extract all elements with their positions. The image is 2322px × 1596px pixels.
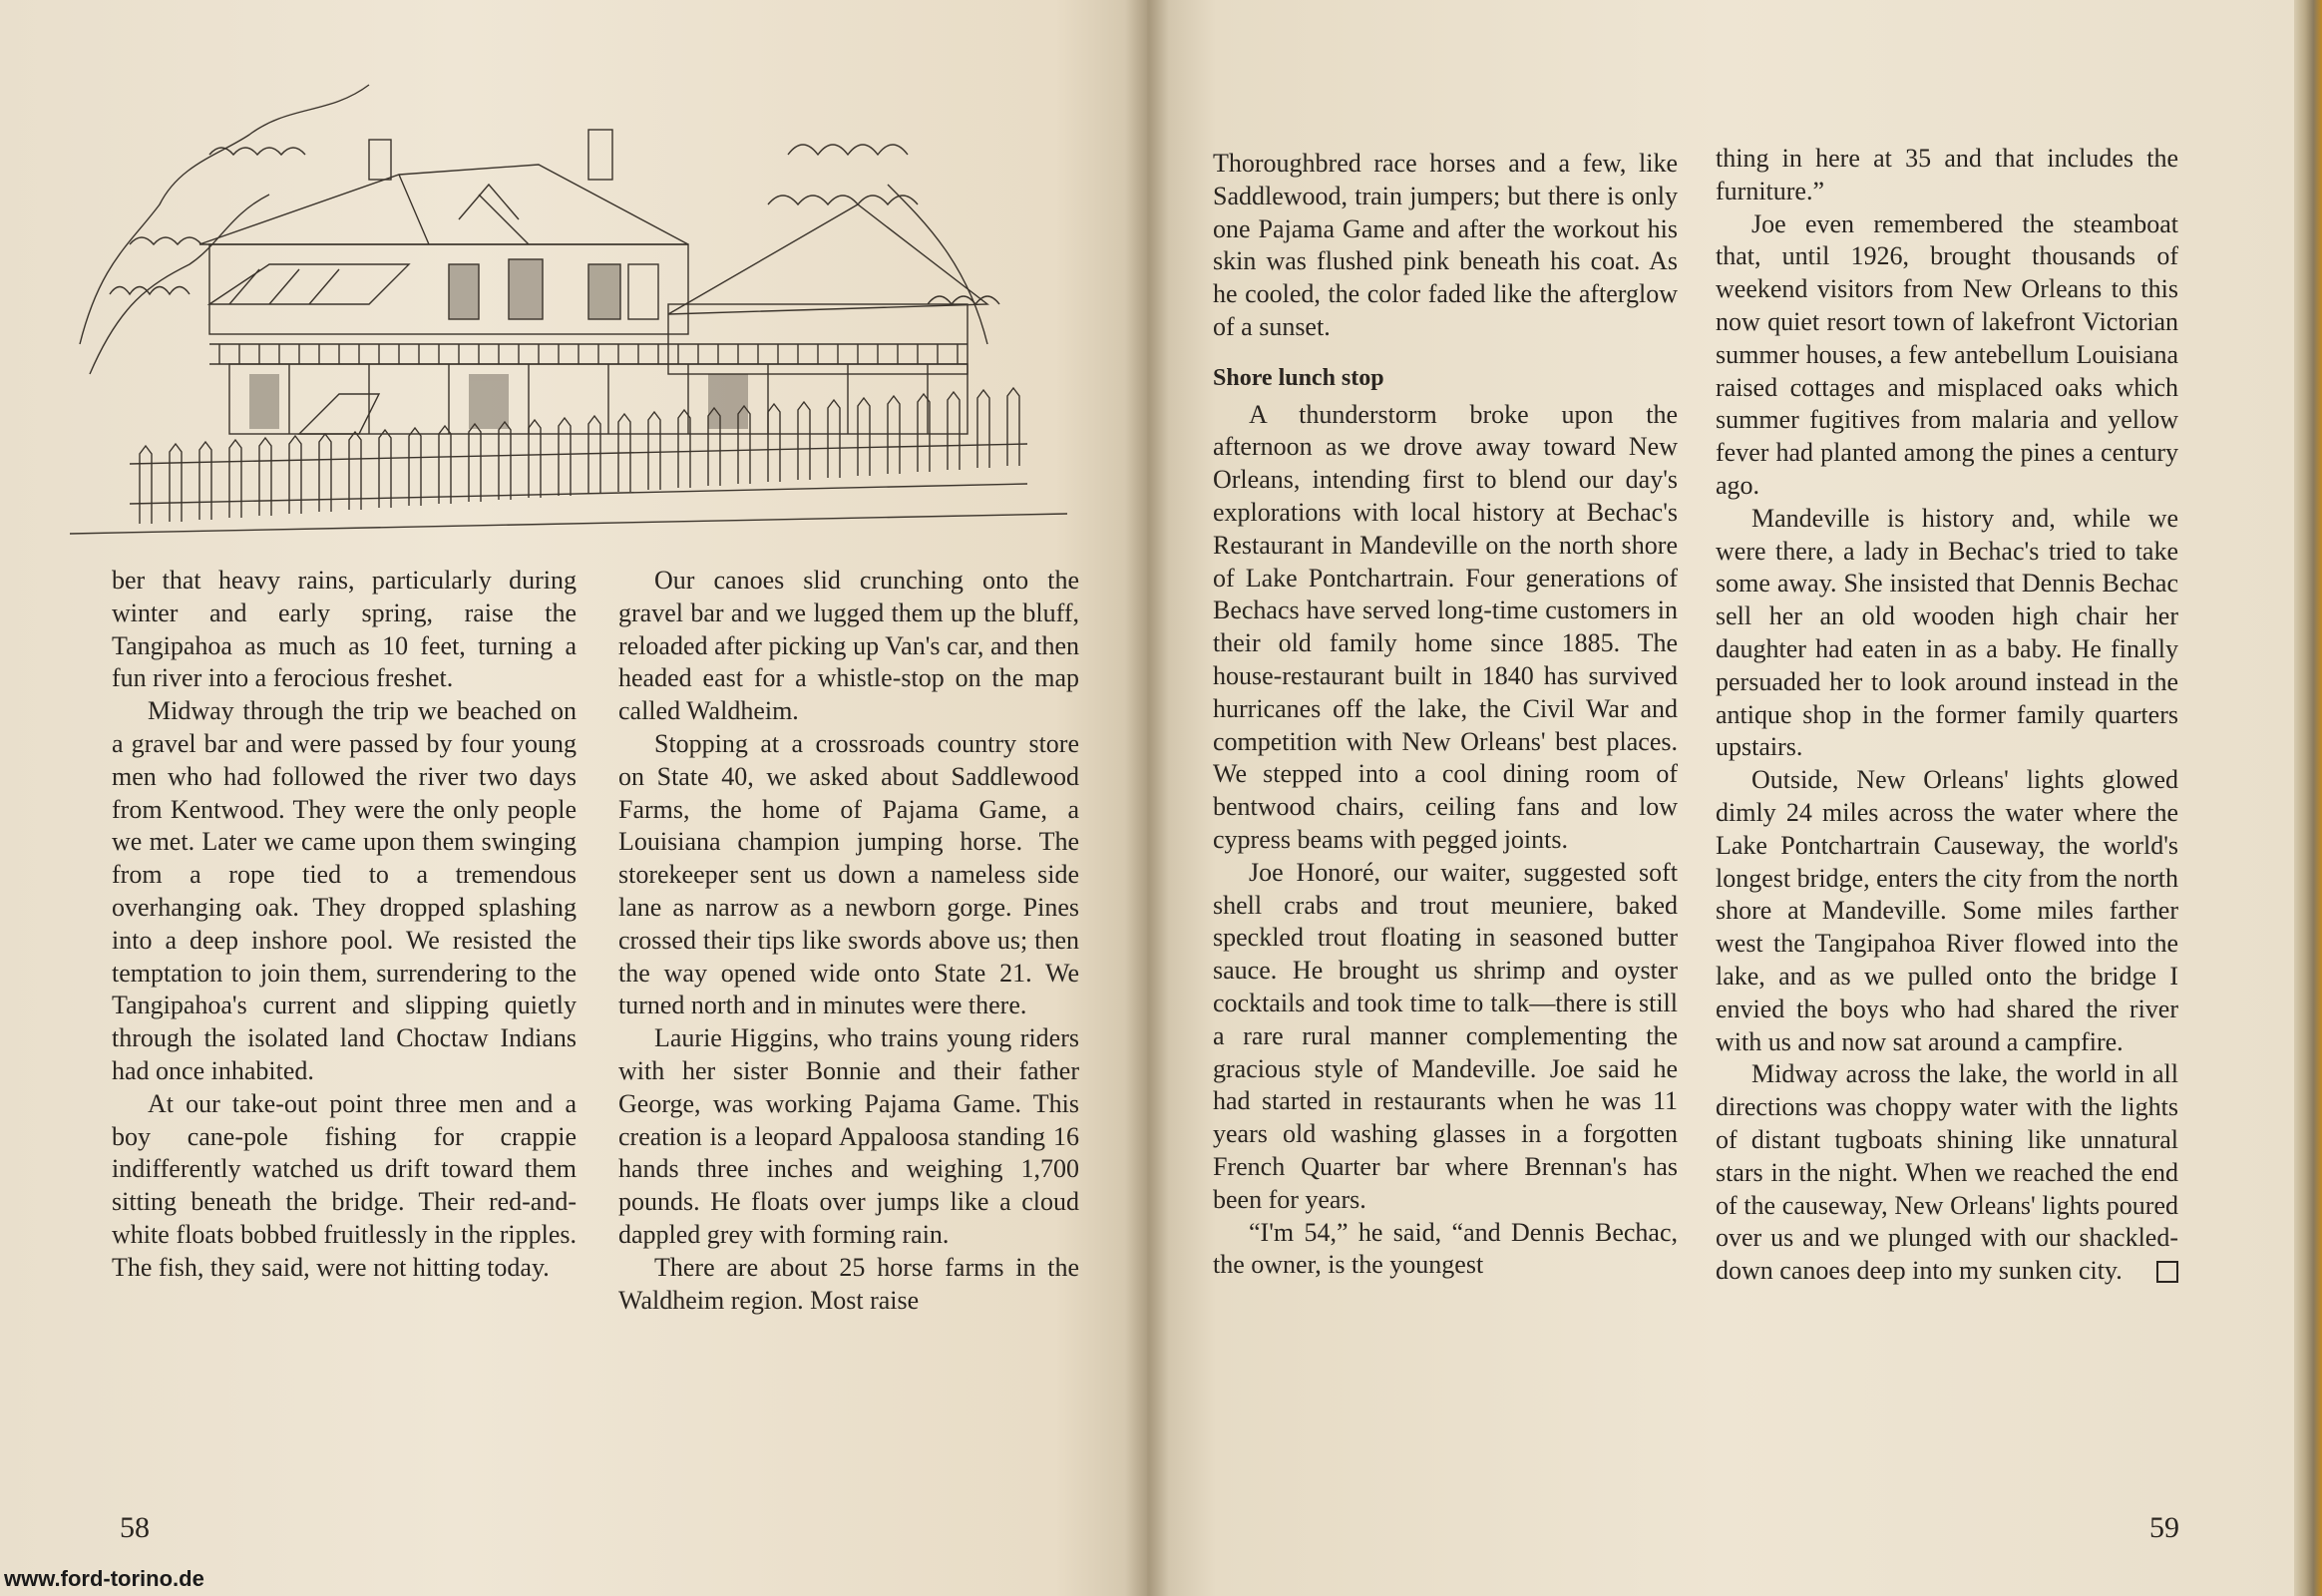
paragraph: “I'm 54,” he said, “and Dennis Bechac, the owner, is the youngest bbox=[1213, 1217, 1678, 1280]
paragraph: Joe Honoré, our waiter, suggested soft shell crabs and trout meuniere, baked speckled trout floating in seasoned butter sauce. He brought us shrimp and oyster cocktails and took time to talk—there is still a rare rural manner complementing the gracious style of Mandeville. Joe said he had started in restaurants when he was 11 years old washing glasses in a forgotten French Quarter bar where Brennan's has been for years. bbox=[1213, 857, 1678, 1214]
paragraph: Mandeville is history and, while we were there, a lady in Bechac's tried to take some away. She insisted that Dennis Bechac sell her an old wooden high chair her daughter had eaten in as a baby. He finally persuaded her to look around instead in the antique shop in the former family quarters upstairs. bbox=[1716, 503, 2178, 762]
paragraph: Stopping at a crossroads country store on State 40, we asked about Saddlewood Farms, the home of Pajama Game, a Louisiana champion jumping horse. The storekeeper sent us down a nameless side lane as narrow as a newborn gorge. Pines crossed their tips like swords above us; then the way opened wide onto State 21. We turned north and in minutes were there. bbox=[618, 728, 1079, 1020]
paragraph: thing in here at 35 and that includes the furniture.” bbox=[1716, 144, 2178, 205]
paragraph: There are about 25 horse farms in the Waldheim region. Most raise bbox=[618, 1252, 1079, 1315]
left-page bbox=[0, 0, 1147, 1596]
house-illustration bbox=[70, 45, 1087, 544]
end-mark-icon bbox=[2156, 1261, 2178, 1283]
column-1 bbox=[112, 565, 577, 1285]
paragraph: At our take-out point three men and a boy cane-pole fishing for crappie indifferently watched us drift toward them sitting beneath the bridge. Their red-and-white floats bobbed fruitlessly in the ripples. The fish, they said, were not hitting today. bbox=[112, 1088, 577, 1282]
column-4 bbox=[1716, 143, 2178, 1288]
watermark: www.ford-torino.de bbox=[4, 1566, 204, 1591]
paragraph: Thoroughbred race horses and a few, like Saddlewood, train jumpers; but there is only one Pajama Game and after the workout his skin was flushed pink beneath his coat. As he cooled, the color faded like the afterglow of a sunset. bbox=[1213, 149, 1678, 341]
paragraph bbox=[1716, 1058, 2178, 1288]
paragraph: ber that heavy rains, particularly during winter and early spring, raise the Tangipahoa as much as 10 feet, turning a fun river into a ferocious freshet. bbox=[112, 566, 577, 693]
section-heading: Shore lunch stop bbox=[1213, 364, 1384, 391]
paragraph: Midway through the trip we beached on a gravel bar and were passed by four young men who had followed the river two days from Kentwood. They were the only people we met. Later we came upon them swinging from a rope tied to a tremendous overhanging oak. They dropped splashing into a deep inshore pool. We resisted the temptation to join them, surrendering to the Tangipahoa's current and slipping quietly through the isolated land Choctaw Indians had once inhabited. bbox=[112, 696, 577, 1085]
page-number-right: 59 bbox=[2149, 1511, 2179, 1544]
column-3 bbox=[1213, 148, 1678, 1282]
paragraph: Outside, New Orleans' lights glowed dimly 24 miles across the water where the Lake Pontchartrain Causeway, the world's longest bridge, enters the city from the north shore at Mandeville. Some miles farther west the Tangipahoa River flowed into the lake, and as we pulled onto the bridge I envied the boys who had shared the river with us and now sat around a campfire. bbox=[1716, 765, 2178, 1056]
page-number-left: 58 bbox=[120, 1511, 150, 1544]
paragraph: Laurie Higgins, who trains young riders with her sister Bonnie and their father George, was working Pajama Game. This creation is a leopard Appaloosa standing 16 hands three inches and weighing 1,700 pounds. He floats over jumps like a cloud dappled grey with forming rain. bbox=[618, 1023, 1079, 1249]
paragraph: Joe even remembered the steamboat that, until 1926, brought thousands of weekend visitors from New Orleans to this now quiet resort town of lakefront Victorian summer houses, a few antebellum Louisiana raised cottages and misplaced oaks which summer fugitives from malaria and yellow fever had planted among the pines a century ago. bbox=[1716, 208, 2178, 500]
paragraph: Our canoes slid crunching onto the gravel bar and we lugged them up the bluff, reloaded after picking up Van's car, and then headed east for a whistle-stop on the map called Waldheim. bbox=[618, 566, 1079, 726]
paragraph: A thunderstorm broke upon the afternoon as we drove away toward New Orleans, intending first to blend our day's explorations with local history at Bechac's Restaurant in Mandeville on the north shore of Lake Pontchartrain. Four generations of Bechacs have served long-time customers in their old family home since 1885. The house-restaurant built in 1840 has survived hurricanes off the lake, the Civil War and competition with New Orleans' best places. We stepped into a cool dining room of bentwood chairs, ceiling fans and low cypress beams with pegged joints. bbox=[1213, 399, 1678, 854]
paragraph-text: Midway across the lake, the world in all directions was choppy water with the lights of distant tugboats shining like unnatural stars in the night. When we reached the end of the causeway, New Orleans' lights poured over us and we plunged with our shackled-down canoes deep into my sunken city. bbox=[1716, 1059, 2178, 1286]
column-2 bbox=[618, 565, 1079, 1317]
page-edge bbox=[2294, 0, 2322, 1596]
book-gutter bbox=[1125, 0, 1169, 1596]
